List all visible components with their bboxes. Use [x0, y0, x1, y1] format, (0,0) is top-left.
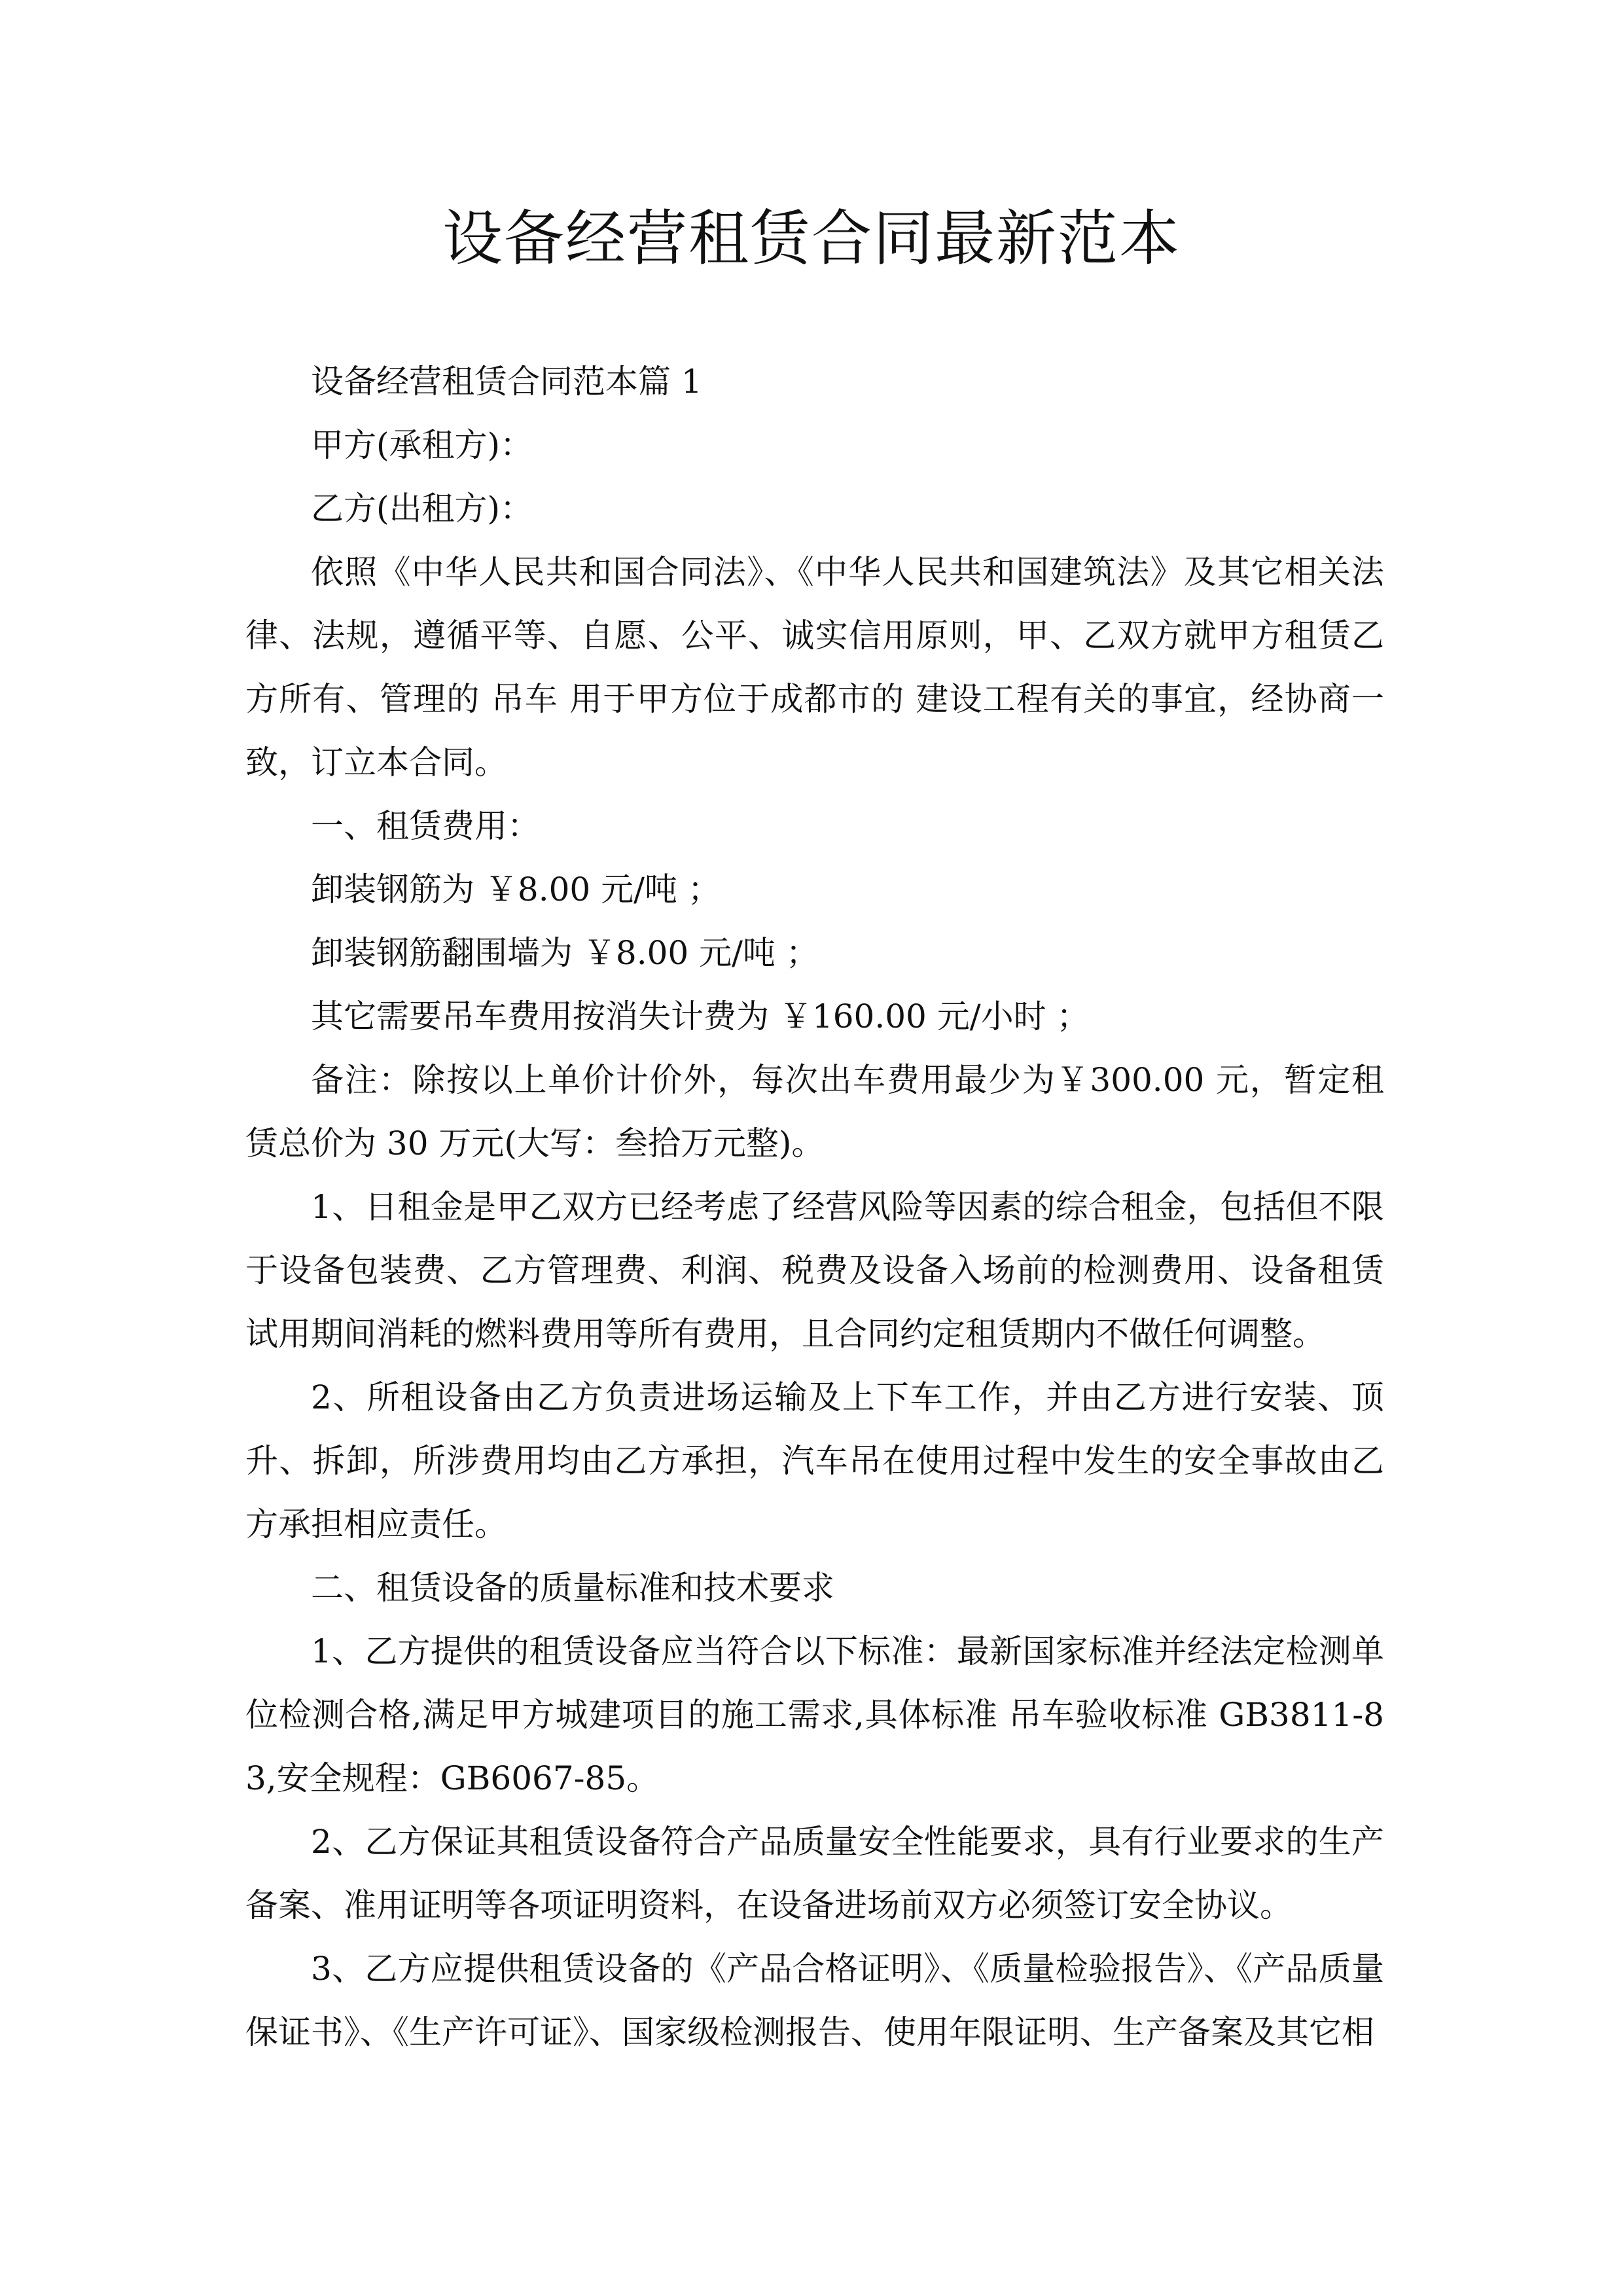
quality-clause-1-standards: 1、乙方提供的租赁设备应当符合以下标准：最新国家标准并经法定检测单位检测合格,满足甲方城建项目的施工需求,具体标准 吊车验收标准 GB3811-83,安全规程：GB6067-85。 [245, 1632, 1384, 1797]
section-heading-rental-fees: 一、租赁费用： [311, 807, 540, 845]
quality-clause-3-certificates: 3、乙方应提供租赁设备的《产品合格证明》、《质量检验报告》、《产品质量保证书》、《生产许可证》、国家级检测报告、使用年限证明、生产备案及其它相 [245, 1950, 1384, 2051]
preamble-paragraph: 依照《中华人民共和国合同法》、《中华人民共和国建筑法》及其它相关法律、法规，遵循平等、自愿、公平、诚实信用原则，甲、乙双方就甲方租赁乙方所有、管理的 吊车 用于甲方位于成都市的 建设工程有关的事宜，经协商一致，订立本合同。 [245, 553, 1384, 781]
document-title: 设备经营租赁合同最新范本 [442, 204, 1181, 274]
fee-item-rebar-over-wall: 卸装钢筋翻围墙为 ￥8.00 元/吨 ； [311, 934, 819, 972]
fee-note-paragraph: 备注：除按以上单价计价外，每次出车费用最少为￥300.00 元，暂定租赁总价为 30 万元(大写：叁拾万元整)。 [245, 1061, 1384, 1162]
party-a-line: 甲方(承租方)： [311, 426, 533, 464]
document-body [245, 350, 1384, 2064]
clause-2-transport-install: 2、所租设备由乙方负责进场运输及上下车工作，并由乙方进行安装、顶升、拆卸，所涉费用均由乙方承担，汽车吊在使用过程中发生的安全事故由乙方承担相应责任。 [245, 1378, 1384, 1543]
section-heading-quality-standards: 二、租赁设备的质量标准和技术要求 [311, 1569, 834, 1607]
quality-clause-2-safety: 2、乙方保证其租赁设备符合产品质量安全性能要求，具有行业要求的生产备案、准用证明等各项证明资料，在设备进场前双方必须签订安全协议。 [245, 1823, 1384, 1924]
party-b-line: 乙方(出租方)： [311, 490, 533, 528]
fee-item-rebar-unloading: 卸装钢筋为 ￥8.00 元/吨 ； [311, 870, 721, 908]
clause-1-daily-rent: 1、日租金是甲乙双方已经考虑了经营风险等因素的综合租金，包括但不限于设备包装费、乙方管理费、利润、税费及设备入场前的检测费用、设备租赁试用期间消耗的燃料费用等所有费用，且合同约定租赁期内不做任何调整。 [245, 1188, 1384, 1353]
fee-item-crane-hourly: 其它需要吊车费用按消失计费为 ￥160.00 元/小时 ； [311, 997, 1090, 1035]
section-heading-version: 设备经营租赁合同范本篇 1 [311, 363, 702, 401]
